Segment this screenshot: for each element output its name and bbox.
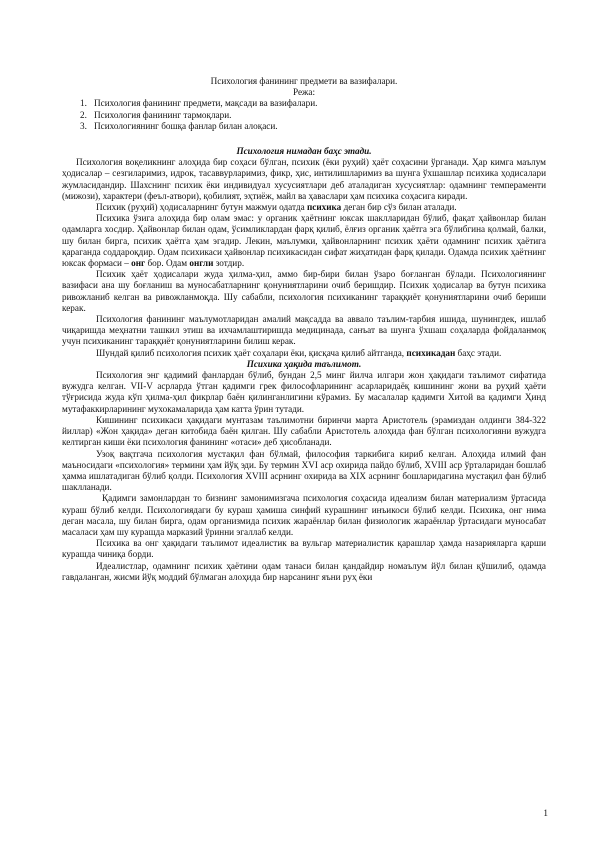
paragraph-text: Психик (руҳий) ҳодисаларнинг бутун мажмуи одатда — [96, 202, 307, 213]
plan-label: Режа: — [292, 87, 316, 98]
paragraph-text: бор. Одам — [145, 258, 190, 269]
paragraph: Психика ва онг ҳақидаги таълимот идеалистик ва вульгар материалистик қарашлар ҳамда назарияларга қарши курашда чиниқа борди. — [62, 538, 546, 560]
bold-term: онг — [131, 258, 146, 269]
paragraph — [62, 213, 546, 269]
paragraph — [62, 202, 546, 213]
document-title: Психология фанининг предмети ва вазифалари. — [210, 76, 398, 86]
paragraph: Психология энг қадимий фанлардан бўлиб, бундан 2,5 минг йилча илгари жон ҳақидаги таълимот сифатида вужудга келган. VII-V асрларда ўтган қадимги грек философларининг асарларидаёқ кишининг жони ва руҳий ҳаёти тўғрисида жуда кўп ҳилма-ҳил фикрлар баён қилинганлигини кўрамиз. Бу масалалар қадимги Хитой ва қадимги Ҳинд мутафаккирларининг мухокамаларида ҳам катта ўрин тутади. — [62, 370, 546, 414]
page-number: 1 — [543, 808, 548, 818]
bold-term: психика — [306, 202, 342, 213]
paragraph: Қадимги замонлардан то бизнинг замонимизгача психология соҳасида идеализм билан материализм ўртасида кураш бўлиб келди. Психологиядаги бу кураш ҳамиша синфий курашнинг инъикоси бўлиб келди. Психика, онг нима деган масала, шу билан бирга, одам организмида психик жараёнлар билан физиологик жараёнлар ўртасидаги муносабат масаласи ҳам шу курашда марказий ўринни эгаллаб келди. — [62, 493, 546, 537]
plan-item — [80, 110, 546, 121]
paragraph-text: Шундай қилиб психология психик ҳаёт соҳалари ёки, қисқача қилиб айтганда, — [96, 347, 407, 358]
paragraph: Идеалистлар, одамнинг психик ҳаётини одам танаси билан қандайдир номаълум йўл билан қўшилиб, одамда гавдаланган, жисми йўқ моддий бўлмаган алоҳида бир нарсанинг яъни руҳ ёки — [62, 560, 546, 582]
plan-item-number: 1. — [80, 98, 87, 109]
paragraph-text: зотдир. — [213, 258, 245, 269]
plan-item-text: Психологиянинг бошқа фанлар билан алоқаси. — [94, 120, 278, 131]
paragraph: Психология фанининг маълумотларидан амалий мақсадда ва аввало таълим-тарбия ишида, шунингдек, ишлаб чиқаришда меҳнатни ташкил этиш ва ихчамлаштиришда медицинада, санъат ва шунга ўхшаш соҳаларда фойдаланмоқ учун психиканинг тараққиёт қонуниятларини билиш керак. — [62, 314, 546, 347]
paragraph: Кишининг психикаси ҳақидаги мунтазам таълимотни биринчи марта Аристотель (эрамиздан олдинги 384-322 йиллар) «Жон ҳақида» деган китобида баён қилган. Шу сабабли Аристотель алоҳида фан бўлган психологияни вужудга келтирган киши ёки психология фанининг «отаси» деб ҳисобланади. — [62, 414, 546, 448]
plan-item-text: Психология фанининг предмети, мақсади ва вазифалари. — [94, 98, 318, 109]
plan-list — [62, 98, 546, 132]
paragraph — [62, 348, 546, 359]
bold-term: психикадан — [406, 347, 456, 358]
paragraph-text: деган бир сўз билан аталади. — [341, 202, 457, 213]
paragraph: Психик ҳаёт ҳодисалари жуда ҳилма-ҳил, аммо бир-бири билан ўзаро боғланган бўлади. Психологиянинг вазифаси ана шу боғланиш ва муносабатларнинг қонуниятларини очиб беришдир. Психик ҳодисалар ва бутун психика ривожланиб келган ва ривожланмоқда. Шу сабабли, психология психиканинг тараққиёт қонуниятларини очиб бериши керак. — [62, 269, 546, 313]
paragraph-text: Психика ўзига алоҳида бир олам эмас: у органик ҳаётнинг юксак шаклларидан бўлиб, фақат ҳайвонлар билан одамларга хосдир. Ҳайвонлар билан одам, ўсимликлардан фарқ қилиб, ёлғиз органик ҳаётга эга бўлибгина қолмай, балки, шу билан бирга, психик ҳаётга ҳам эгадир. Лекин, маълумки, ҳайвонларнинг психик ҳаёти одамнинг психик ҳаётига қараганда соддароқдир. Одам психикаси ҳайвонлар психикасидан сифат жиҳатидан фарқ қилади. Одамда психик ҳаётнинг юксак формаси – — [62, 213, 546, 269]
plan-item-text: Психология фанининг тармоқлари. — [94, 109, 232, 120]
paragraph: Психология воқеликнинг алоҳида бир соҳаси бўлган, психик (ёки руҳий) ҳаёт соҳасини ўрганади. Ҳар кимга маълум ҳодисалар – сезгиларимиз, идрок, тасаввурларимиз, фикр, ҳис, интилишларимиз ва шунга ўхшашлар психика ҳодисалари жумласидандир. Шахснинг психик ёки индивидуал хусусиятлари деб аталадиган хусусиятлар: одамнинг темпераменти (мижози), характери (феъл-атвори), қобилият, эҳтиёж, майл ва ҳаваслари ҳам психика соҳасига киради. — [62, 157, 546, 201]
plan-item-number: 3. — [80, 120, 87, 131]
plan-item-number: 2. — [80, 109, 87, 120]
bold-term: онгли — [189, 258, 214, 269]
section-heading: Психика ҳақида таълимот. — [246, 358, 362, 369]
plan-item — [80, 121, 546, 132]
section-heading: Психология нимадан баҳс этади. — [236, 146, 372, 157]
plan-item — [80, 98, 546, 109]
paragraph-text: баҳс этади. — [455, 347, 502, 358]
paragraph: Узоқ вақтгача психология мустақил фан бўлмай, философия таркибига кириб келган. Алоҳида илмий фан маъносидаги «психология» термини ҳам йўқ эди. Бу термин XVI аср охирида пайдо бўлиб, XVIII аср ўрталаридан бошлаб ҳамма ишлатадиган бўлиб қолди. Психология XVIII асрнинг охирида ва XIX асрнинг бошларидагина мустақил фан бўлиб шаклланади. — [62, 448, 546, 493]
